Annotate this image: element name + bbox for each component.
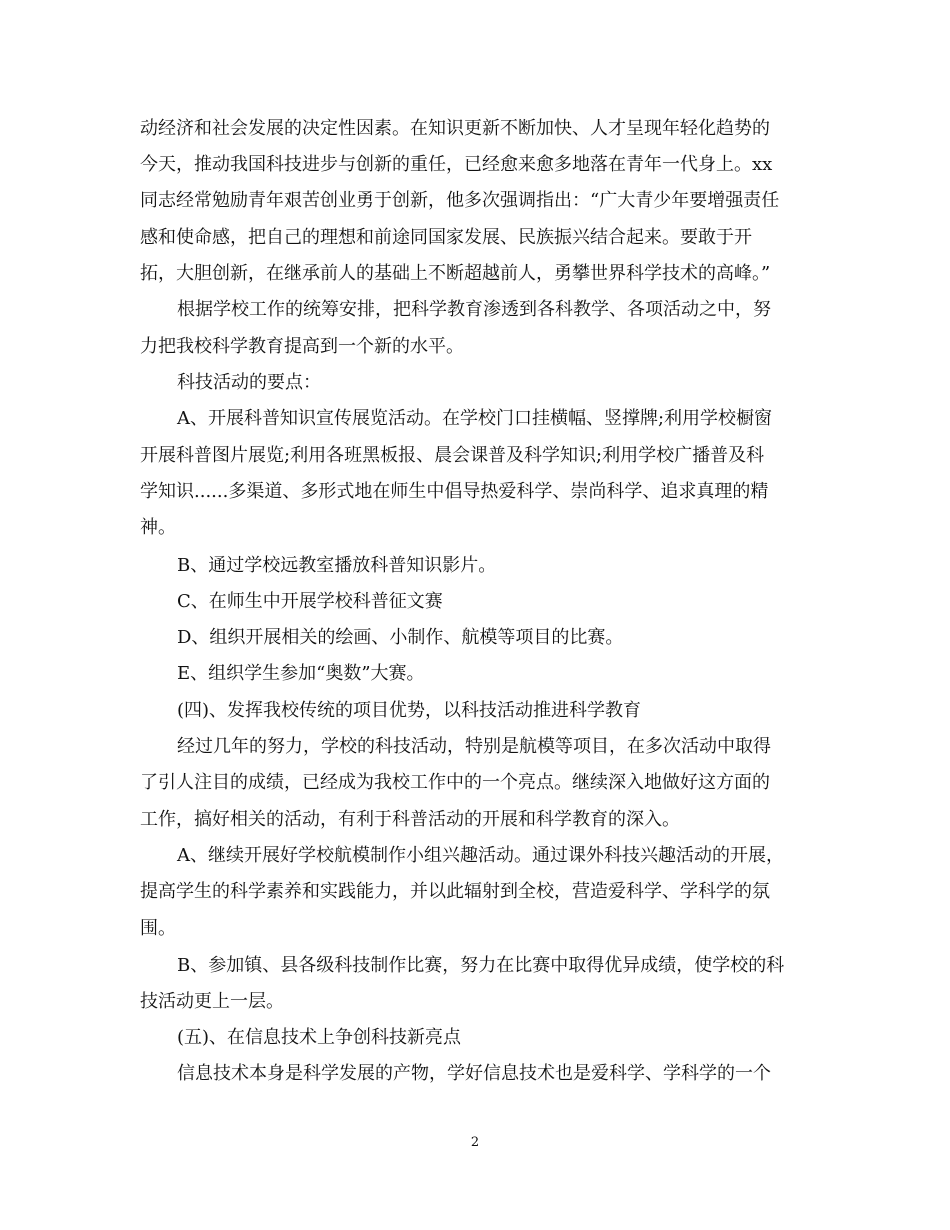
- text-line: 技活动更上一层。: [140, 991, 284, 1012]
- text-line: 同志经常勉励青年艰苦创业勇于创新，他多次强调指出：“广大青少年要增强责任: [140, 190, 780, 211]
- text-line: C、在师生中开展学校科普征文赛: [177, 591, 443, 612]
- text-line: 经过几年的努力，学校的科技活动，特别是航模等项目，在多次活动中取得: [177, 736, 771, 757]
- text-line: 围。: [140, 918, 176, 939]
- text-line: 信息技术本身是科学发展的产物，学好信息技术也是爱科学、学科学的一个: [177, 1063, 771, 1084]
- text-line: 力把我校科学教育提高到一个新的水平。: [140, 336, 464, 357]
- text-line: 开展科普图片展览;利用各班黑板报、晨会课普及科学知识;利用学校广播普及科: [140, 445, 765, 466]
- text-line: 科技活动的要点：: [177, 372, 321, 393]
- text-line: (四)、发挥我校传统的项目优势，以科技活动推进科学教育: [177, 700, 642, 721]
- text-line: B、参加镇、县各级科技制作比赛，努力在比赛中取得优异成绩，使学校的科: [177, 955, 785, 976]
- text-line: 动经济和社会发展的决定性因素。在知识更新不断加快、人才呈现年轻化趋势的: [140, 118, 770, 139]
- text-line: D、组织开展相关的绘画、小制作、航模等项目的比赛。: [177, 627, 624, 648]
- text-line: 工作，搞好相关的活动，有利于科普活动的开展和科学教育的深入。: [140, 809, 680, 830]
- text-line: 根据学校工作的统筹安排，把科学教育渗透到各科教学、各项活动之中，努: [177, 299, 771, 320]
- text-line: 学知识......多渠道、多形式地在师生中倡导热爱科学、崇尚科学、追求真理的精: [140, 481, 769, 502]
- text-line: 了引人注目的成绩，已经成为我校工作中的一个亮点。继续深入地做好这方面的: [140, 772, 770, 793]
- text-line: 感和使命感，把自己的理想和前途同国家发展、民族振兴结合起来。要敢于开: [140, 227, 752, 248]
- text-line: A、开展科普知识宣传展览活动。在学校门口挂横幅、竖撑牌;利用学校橱窗: [177, 408, 773, 429]
- text-line: B、通过学校远教室播放科普知识影片。: [177, 555, 497, 576]
- text-line: 今天，推动我国科技进步与创新的重任，已经愈来愈多地落在青年一代身上。xx: [140, 154, 773, 175]
- page-number: 2: [470, 1135, 480, 1150]
- text-line: A、继续开展好学校航模制作小组兴趣活动。通过课外科技兴趣活动的开展，: [177, 845, 784, 866]
- text-line: 神。: [140, 517, 176, 538]
- text-line: 拓，大胆创新，在继承前人的基础上不断超越前人，勇攀世界科学技术的高峰。”: [140, 263, 771, 284]
- text-line: (五)、在信息技术上争创科技新亮点: [177, 1027, 462, 1048]
- text-line: 提高学生的科学素养和实践能力，并以此辐射到全校，营造爱科学、学科学的氛: [140, 881, 770, 902]
- text-line: E、组织学生参加“奥数”大赛。: [177, 663, 425, 684]
